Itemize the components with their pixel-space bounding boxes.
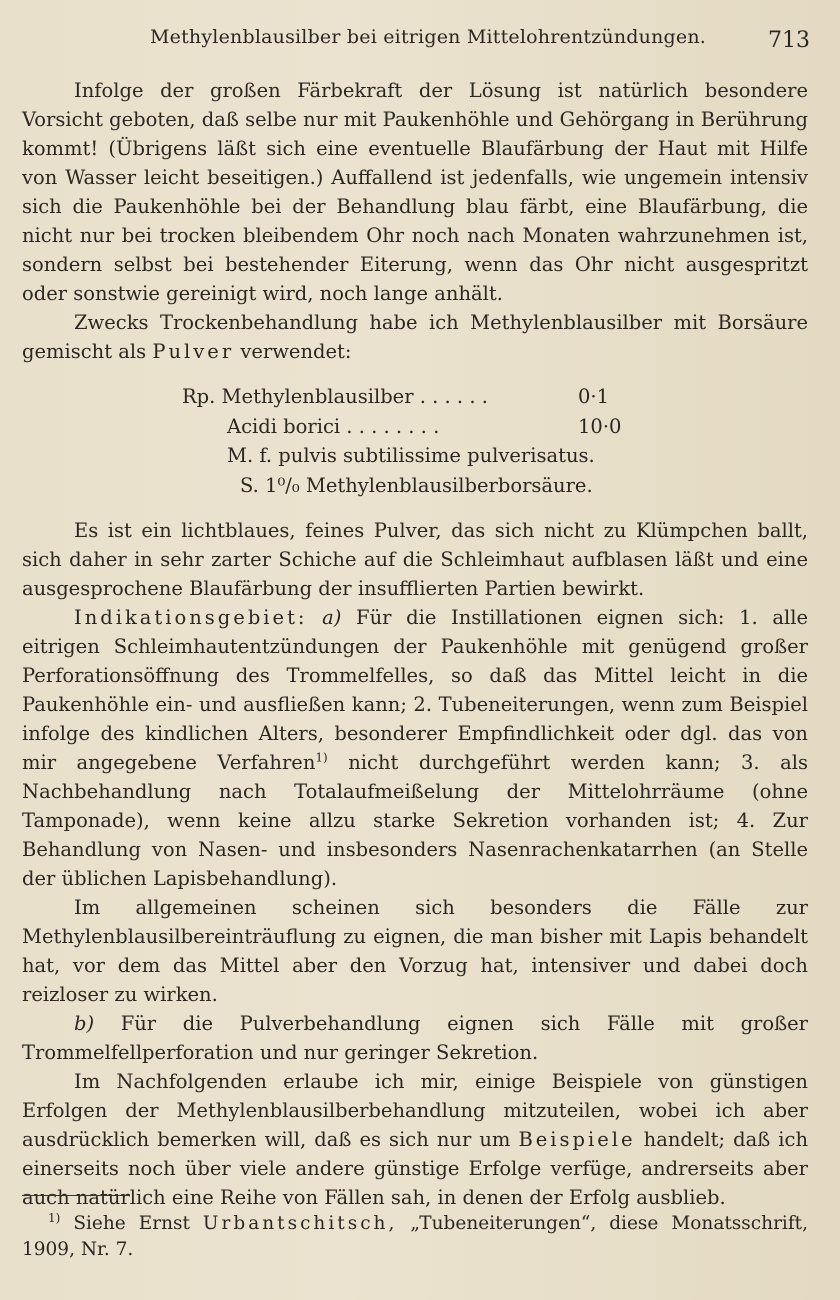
footnote-divider xyxy=(22,1195,130,1196)
recipe-line-4 xyxy=(182,471,808,501)
paragraph-6 xyxy=(22,1009,808,1067)
footnote-text-start: Siehe Ernst xyxy=(73,1213,190,1234)
footnote-text xyxy=(22,1211,808,1263)
recipe-line-1 xyxy=(182,382,808,412)
recipe-line-2 xyxy=(182,412,808,442)
paragraph-2-end: verwendet: xyxy=(240,340,352,363)
page-number: 713 xyxy=(768,28,810,53)
paragraph-4 xyxy=(22,603,808,893)
paragraph-1: Infolge der großen Färbekraft der Lösung ist natürlich besondere Vorsicht geboten, daß selbe nur mit Paukenhöhle und Gehörgang in Berührung kommt! (Übrigens läßt sich eine eventuelle Blaufärbung der Haut mit Hilfe von Wasser leicht beseitigen.) Auffallend ist jedenfalls, wie ungemein intensiv sich die Paukenhöhle bei der Behandlung blau färbt, eine Blaufärbung, die nicht nur bei trocken bleibendem Ohr noch nach Monaten wahrzunehmen ist, sondern selbst bei bestehender Eiterung, wenn das Ohr nicht ausgespritzt oder sonstwie gereinigt wird, noch lange anhält. xyxy=(22,79,808,305)
recipe-ingredient-2: Acidi borici . . . . . . . . xyxy=(227,414,440,438)
spaced-term-pulver: Pulver xyxy=(152,340,235,363)
recipe-amount-2: 10·0 xyxy=(578,414,622,438)
body-text xyxy=(22,76,808,1212)
recipe-line-3 xyxy=(182,441,808,471)
paragraph-6-text: Für die Pulverbehandlung eignen sich Fälle mit großer Trommelfellperforation und nur geringer Sekretion. xyxy=(22,1012,808,1064)
footnote xyxy=(22,1211,808,1263)
paragraph-7-text: Im Nachfolgenden erlaube ich mir, einige Beispiele von günstigen Erfolgen der Methylenblausilberbehandlung mitzuteilen, wobei ich aber ausdrücklich bemerken will, daß es sich nur um xyxy=(22,1070,808,1151)
list-marker-b: b) xyxy=(74,1012,95,1035)
spaced-term-beispiele: Beispiele xyxy=(518,1128,636,1151)
paragraph-4-text: Für die Instillationen eignen sich: 1. alle eitrigen Schleimhautentzündungen der Paukenhöhle mit genügend großer Perforationsöffnung des Trommelfelles, so daß das Mittel leicht in die Paukenhöhle ein- und ausfließen kann; 2. Tubeneiterungen, wenn zum Beispiel infolge des kindlichen Alters, besonderer Empfindlichkeit oder dgl. das von mir angegebene Verfahren xyxy=(22,606,808,774)
paragraph-5: Im allgemeinen scheinen sich besonders die Fälle zur Methylenblausilbereinträuflung zu eignen, die man bisher mit Lapis behandelt hat, vor dem das Mittel aber den Vorzug hat, intensiver und dabei doch reizloser zu wirken. xyxy=(22,896,808,1006)
paragraph-2-text: Zwecks Trockenbehandlung habe ich Methylenblausilber mit Borsäure gemischt als xyxy=(22,311,808,363)
paragraph-2 xyxy=(22,308,808,366)
recipe-amount-1: 0·1 xyxy=(578,385,610,408)
recipe-block xyxy=(182,382,808,500)
spaced-term-indikationsgebiet: Indikationsgebiet: xyxy=(74,606,308,629)
recipe-instruction: M. f. pulvis subtilissime pulverisatus. xyxy=(227,444,595,467)
footnote-author: Urbantschitsch, xyxy=(202,1213,398,1234)
running-head: Methylenblausilber bei eitrigen Mittelohrentzündungen. xyxy=(150,26,707,48)
paragraph-7-end: handelt; daß ich einerseits noch über viele andere günstige Erfolge verfüge, andrerseits aber auch natürlich eine Reihe von Fällen sah, in denen der Erfolg ausblieb. xyxy=(22,1128,809,1209)
paragraph-3: Es ist ein lichtblaues, feines Pulver, das sich nicht zu Klümpchen ballt, sich daher in sehr zarter Schiche auf die Schleimhaut aufblasen läßt und eine ausgesprochene Blaufärbung der insufflierten Partien bewirkt. xyxy=(22,519,808,600)
page-header xyxy=(0,24,840,58)
recipe-signature: S. 1⁰/₀ Methylenblausilberborsäure. xyxy=(240,473,593,497)
footnote-text-end: „Tubeneiterungen“, diese Monatsschrift, 1909, Nr. 7. xyxy=(22,1213,808,1260)
recipe-ingredient-1: Rp. Methylenblausilber . . . . . . xyxy=(182,385,488,408)
list-marker-a: a) xyxy=(322,606,342,629)
paragraph-7 xyxy=(22,1067,808,1212)
footnote-reference: 1) xyxy=(315,750,328,765)
paragraph-4-end: nicht durchgeführt werden kann; 3. als Nachbehandlung nach Totalaufmeißelung der Mittelohrräume (ohne Tamponade), wenn keine allzu starke Sekretion vorhanden ist; 4. Zur Behandlung von Nasen- und insbesonders Nasenrachenkatarrhen (an Stelle der üblichen Lapisbehandlung). xyxy=(22,751,809,890)
footnote-marker: 1) xyxy=(48,1210,61,1225)
